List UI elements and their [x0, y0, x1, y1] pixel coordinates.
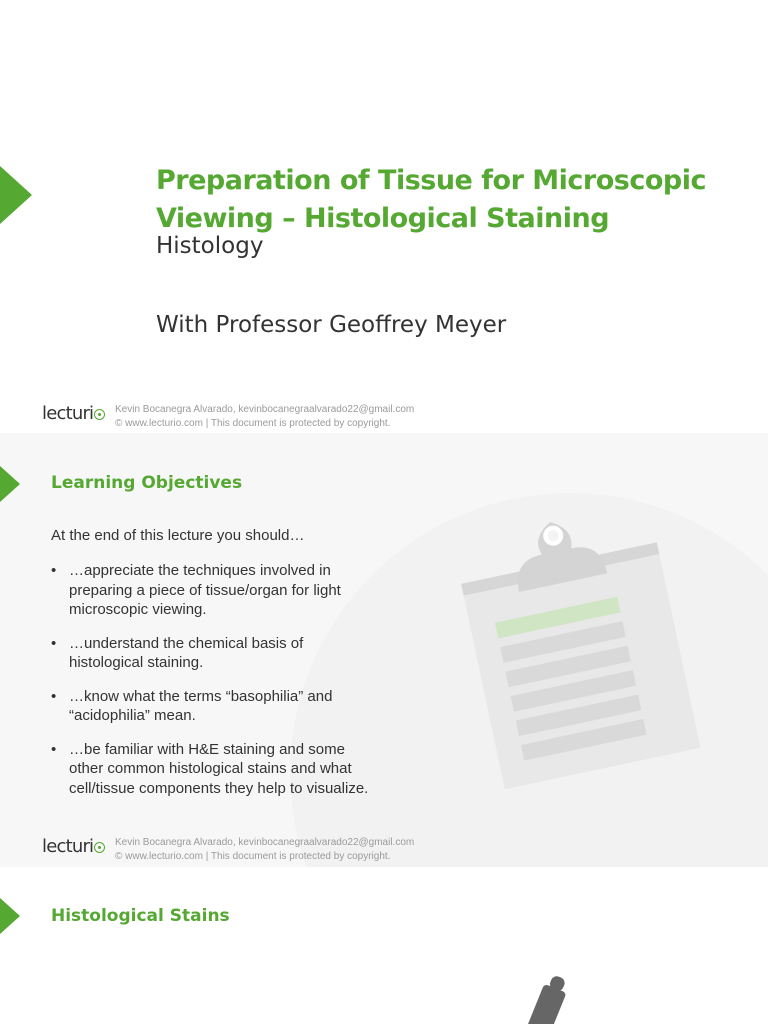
- objectives-intro: At the end of this lecture you should…: [51, 527, 305, 544]
- section-heading: Learning Objectives: [51, 473, 243, 493]
- footer-copyright-line: © www.lecturio.com | This document is protected by copyright.: [115, 417, 391, 429]
- title-slide: [0, 0, 768, 433]
- lecturio-logo: [42, 836, 105, 857]
- lecture-subtitle: Histology: [156, 233, 264, 259]
- objectives-list: [51, 561, 381, 812]
- copyright-notice: [115, 403, 455, 430]
- presenter-name: With Professor Geoffrey Meyer: [156, 312, 507, 338]
- bullet-marker: •: [51, 562, 57, 579]
- logo-circle-icon: [94, 842, 105, 853]
- logo-wordmark: lecturi: [42, 836, 94, 857]
- logo-wordmark: lecturi: [42, 403, 94, 424]
- slide-arrow-marker: [0, 166, 32, 224]
- slide-arrow-marker: [0, 898, 20, 934]
- objective-item: [51, 634, 381, 673]
- bullet-marker: •: [51, 687, 57, 705]
- dropper-bottle-icon: [520, 969, 580, 1024]
- section-heading: Histological Stains: [51, 906, 230, 926]
- slide-arrow-marker: [0, 466, 20, 502]
- objective-text: …know what the terms “basophilia” and “acidophilia” mean.: [69, 687, 333, 724]
- logo-circle-icon: [94, 409, 105, 420]
- objective-item: [51, 687, 381, 726]
- copyright-notice: [115, 836, 455, 863]
- objective-text: …understand the chemical basis of histological staining.: [69, 634, 304, 671]
- lecture-title: Preparation of Tissue for Microscopic Viewing – Histological Staining: [156, 165, 706, 234]
- objective-item: [51, 740, 381, 799]
- learning-objectives-slide: [0, 433, 768, 867]
- objective-text: …be familiar with H&E staining and some other common histological stains and what cell/tissue components they help to visualize.: [69, 740, 369, 797]
- lecturio-logo: [42, 403, 105, 424]
- footer-user-line: Kevin Bocanegra Alvarado, kevinbocanegraalvarado22@gmail.com: [115, 404, 415, 415]
- clipboard-icon: [440, 513, 700, 817]
- objective-text: …appreciate the techniques involved in preparing a piece of tissue/organ for light microscopic viewing.: [69, 562, 341, 618]
- bullet-marker: •: [51, 740, 57, 758]
- histological-stains-slide: [0, 867, 768, 1024]
- objective-item: [51, 561, 381, 620]
- bullet-marker: •: [51, 634, 57, 652]
- footer-copyright-line: © www.lecturio.com | This document is protected by copyright.: [115, 850, 391, 862]
- footer-user-line: Kevin Bocanegra Alvarado, kevinbocanegraalvarado22@gmail.com: [115, 837, 415, 848]
